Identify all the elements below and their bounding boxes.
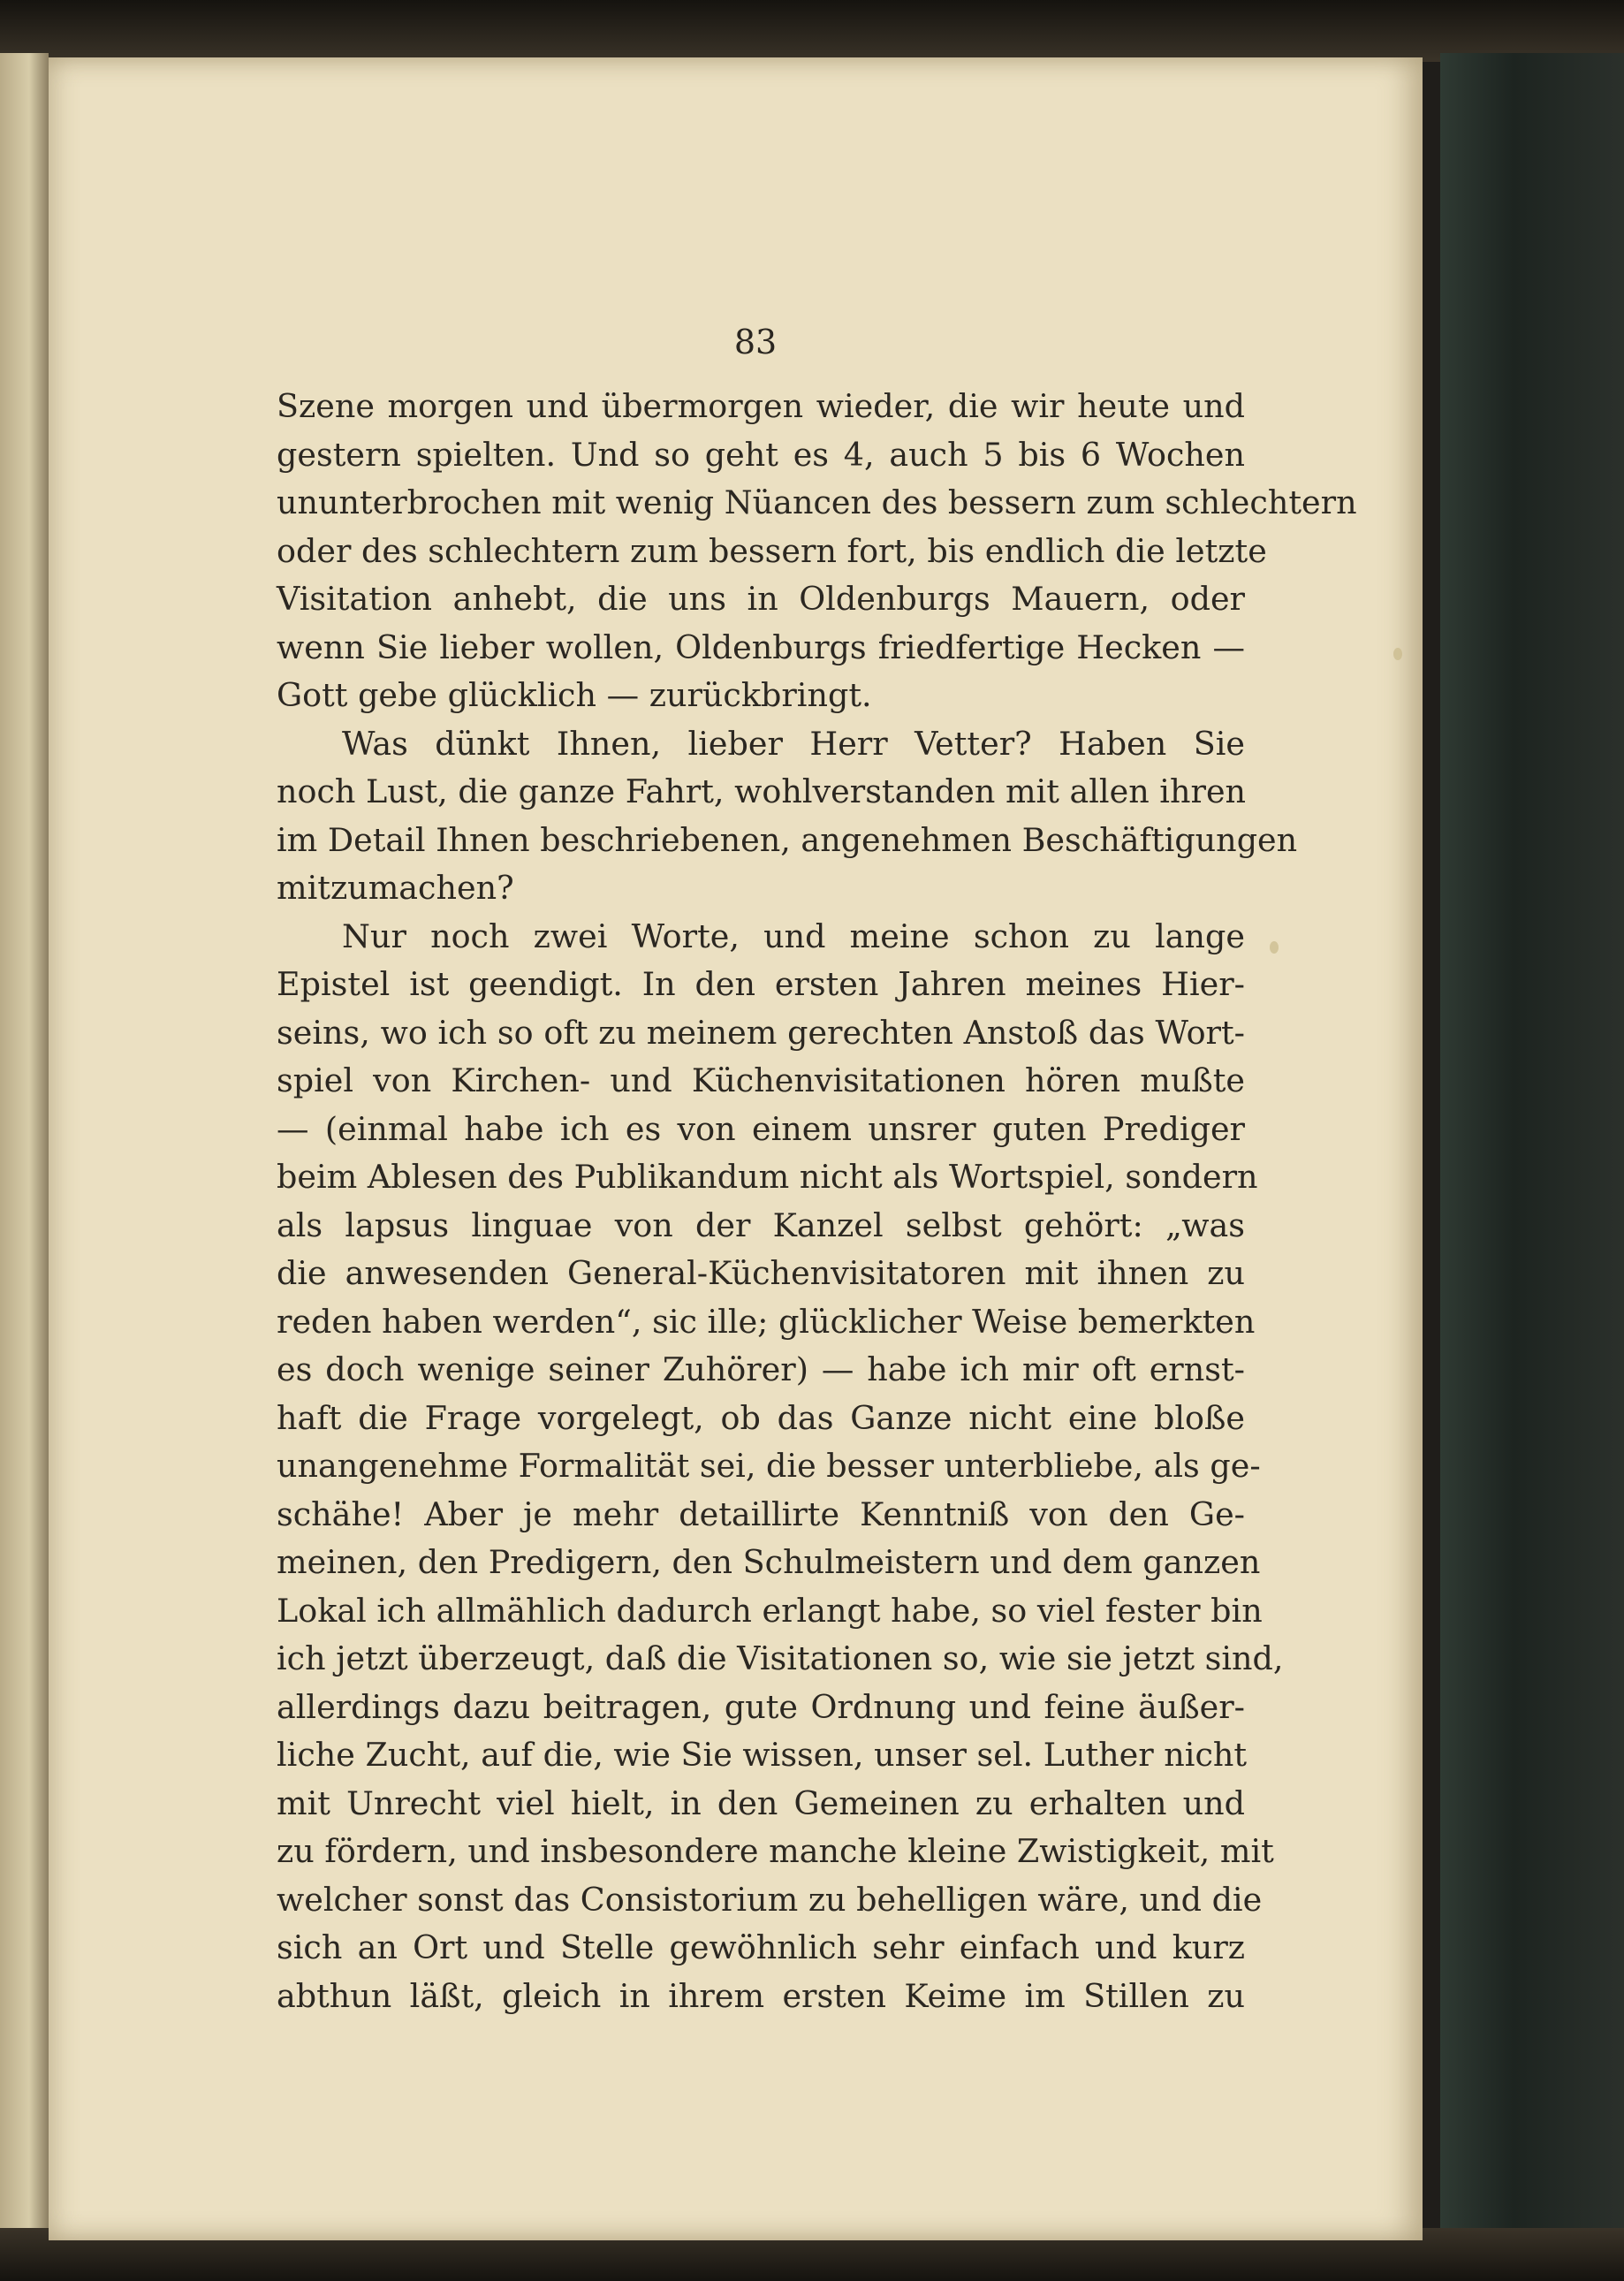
text-line: allerdings dazu beitragen, gute Ordnung und feine äußer- xyxy=(277,1687,1245,1726)
book-top-edge xyxy=(0,0,1624,62)
text-line: mit Unrecht viel hielt, in den Gemeinen zu erhalten und xyxy=(277,1783,1245,1822)
text-line: Epistel ist geendigt. In den ersten Jahren meines Hier- xyxy=(277,965,1245,1003)
text-line: wenn Sie lieber wollen, Oldenburgs friedfertige Hecken — xyxy=(277,627,1245,666)
text-line: haft die Frage vorgelegt, ob das Ganze nicht eine bloße xyxy=(277,1398,1245,1437)
text-line: oder des schlechtern zum bessern fort, bis endlich die letzte xyxy=(277,531,1267,570)
text-line: seins, wo ich so oft zu meinem gerechten Anstoß das Wort- xyxy=(277,1013,1245,1052)
body-text xyxy=(277,383,1357,2020)
text-line: Gott gebe glücklich — zurückbringt. xyxy=(277,676,872,714)
facing-page-edge xyxy=(0,53,49,2254)
text-line: im Detail Ihnen beschriebenen, angenehmen Beschäftigungen xyxy=(277,820,1298,859)
book-cover-edge xyxy=(1440,53,1624,2245)
text-line: als lapsus linguae von der Kanzel selbst gehört: „was xyxy=(277,1205,1245,1244)
paper-stain xyxy=(1270,941,1279,954)
text-line: noch Lust, die ganze Fahrt, wohlverstanden mit allen ihren xyxy=(277,772,1247,810)
text-line: welcher sonst das Consistorium zu behelligen wäre, und die xyxy=(277,1880,1263,1919)
text-line: — (einmal habe ich es von einem unsrer guten Prediger xyxy=(277,1109,1245,1148)
text-line: Lokal ich allmählich dadurch erlangt habe, so viel fester bin xyxy=(277,1591,1263,1630)
text-line: mitzumachen? xyxy=(277,869,514,907)
text-line: meinen, den Predigern, den Schulmeistern und dem ganzen xyxy=(277,1543,1261,1581)
text-line: gestern spielten. Und so geht es 4, auch 5 bis 6 Wochen xyxy=(277,435,1245,474)
text-line: Visitation anhebt, die uns in Oldenburgs Mauern, oder xyxy=(277,580,1245,618)
paper-stain xyxy=(1393,648,1402,660)
text-line: spiel von Kirchen- und Küchenvisitationen hören mußte xyxy=(277,1061,1245,1099)
text-line: schähe! Aber je mehr detaillirte Kenntniß von den Ge- xyxy=(277,1494,1245,1533)
text-line: Szene morgen und übermorgen wieder, die wir heute und xyxy=(277,387,1245,425)
text-line: die anwesenden General-Küchenvisitatoren mit ihnen zu xyxy=(277,1254,1245,1292)
page-number: 83 xyxy=(733,323,778,361)
book-page xyxy=(49,57,1423,2240)
text-line: Nur noch zwei Worte, und meine schon zu lange xyxy=(342,916,1245,955)
text-line: ununterbrochen mit wenig Nüancen des bessern zum schlechtern xyxy=(277,483,1357,521)
text-line: Was dünkt Ihnen, lieber Herr Vetter? Haben Sie xyxy=(342,724,1245,763)
text-line: unangenehme Formalität sei, die besser unterbliebe, als ge- xyxy=(277,1447,1261,1485)
text-line: es doch wenige seiner Zuhörer) — habe ich mir oft ernst- xyxy=(277,1350,1245,1388)
text-line: liche Zucht, auf die, wie Sie wissen, unser sel. Luther nicht xyxy=(277,1736,1248,1774)
text-line: beim Ablesen des Publikandum nicht als Wortspiel, sondern xyxy=(277,1158,1258,1196)
text-line: reden haben werden“, sic ille; glücklicher Weise bemerkten xyxy=(277,1302,1256,1341)
text-line: ich jetzt überzeugt, daß die Visitationen so, wie sie jetzt sind, xyxy=(277,1639,1284,1677)
text-line: zu fördern, und insbesondere manche kleine Zwistigkeit, mit xyxy=(277,1832,1274,1870)
text-line: abthun läßt, gleich in ihrem ersten Keime im Stillen zu xyxy=(277,1976,1245,2015)
text-line: sich an Ort und Stelle gewöhnlich sehr einfach und kurz xyxy=(277,1928,1245,1966)
